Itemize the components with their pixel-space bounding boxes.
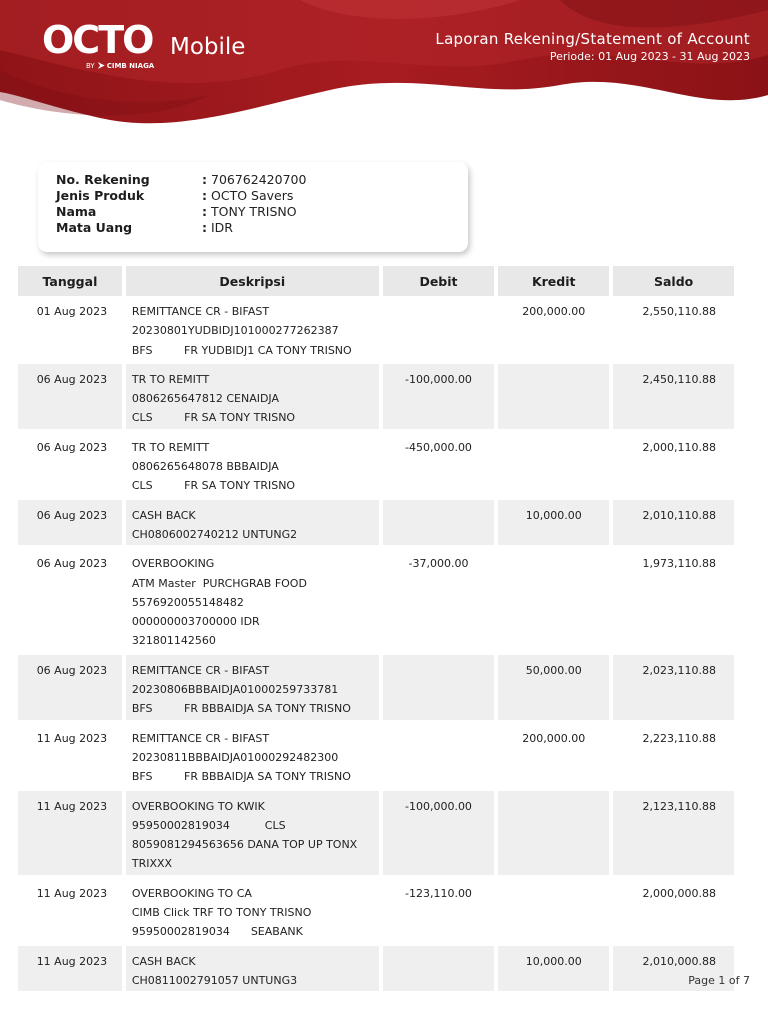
field-colon: : xyxy=(202,204,207,219)
logo-by-text: BY xyxy=(86,62,95,70)
description-cell: OVERBOOKING TO KWIK 95950002819034 CLS 8059081294563656 DANA TOP UP TONX TRIXXX xyxy=(126,791,379,875)
field-label: Mata Uang xyxy=(56,220,133,235)
field-label: No. Rekening xyxy=(56,172,150,187)
statement-period: Periode: 01 Aug 2023 - 31 Aug 2023 xyxy=(549,50,750,63)
debit-cell xyxy=(383,946,495,992)
table-row xyxy=(18,791,734,875)
header-tanggal: Tanggal xyxy=(18,266,122,296)
field-value: OCTO Savers xyxy=(211,188,294,203)
page-number: Page 1 of 7 xyxy=(688,974,750,987)
saldo-cell: 2,023,110.88 xyxy=(613,655,734,720)
debit-cell: -123,110.00 xyxy=(404,886,472,900)
description-cell: REMITTANCE CR - BIFAST 20230811BBBAIDJA01000292482300 BFS FR BBBAIDJA SA TONY TRISNO xyxy=(131,731,351,784)
table-row xyxy=(18,655,734,720)
date-cell: 01 Aug 2023 xyxy=(36,305,108,318)
logo-by-line xyxy=(86,62,154,70)
saldo-cell: 2,450,110.88 xyxy=(613,364,734,429)
description-cell: OVERBOOKING ATM Master PURCHGRAB FOOD 5576920055148482 000000003700000 IDR 321801142560 xyxy=(131,557,307,648)
debit-cell xyxy=(383,723,495,788)
saldo-cell: 2,223,110.88 xyxy=(642,731,716,745)
octo-mobile-logo xyxy=(42,18,272,78)
saldo-cell: 2,550,110.88 xyxy=(642,305,716,318)
header-saldo: Saldo xyxy=(613,266,734,296)
field-value: IDR xyxy=(211,220,233,235)
saldo-cell: 2,000,000.88 xyxy=(642,886,716,900)
kredit-cell: 10,000.00 xyxy=(498,500,609,546)
kredit-cell xyxy=(498,878,609,943)
field-colon: : xyxy=(202,172,207,187)
saldo-cell: 2,010,000.88 xyxy=(613,946,734,992)
table-row xyxy=(18,878,734,943)
description-cell: CASH BACK CH0811002791057 UNTUNG3 xyxy=(126,946,379,992)
kredit-cell xyxy=(498,364,609,429)
field-label: Jenis Produk xyxy=(56,188,145,203)
header-kredit: Kredit xyxy=(498,266,609,296)
date-cell: 06 Aug 2023 xyxy=(18,655,122,720)
logo-octo-text: OCTO xyxy=(42,18,153,62)
table-row xyxy=(18,296,734,361)
debit-cell xyxy=(383,655,495,720)
description-cell: CASH BACK CH0806002740212 UNTUNG2 xyxy=(126,500,379,546)
debit-cell: -100,000.00 xyxy=(383,791,495,875)
saldo-cell: 2,010,110.88 xyxy=(613,500,734,546)
statement-title: Laporan Rekening/Statement of Account xyxy=(435,30,750,48)
saldo-cell: 2,123,110.88 xyxy=(613,791,734,875)
field-colon: : xyxy=(202,220,207,235)
saldo-cell: 2,000,110.88 xyxy=(642,440,716,454)
date-cell: 11 Aug 2023 xyxy=(36,886,108,900)
field-colon: : xyxy=(202,188,207,203)
kredit-cell: 10,000.00 xyxy=(498,946,609,992)
kredit-cell: 200,000.00 xyxy=(522,305,586,318)
debit-cell xyxy=(383,296,495,361)
kredit-cell: 200,000.00 xyxy=(522,731,586,745)
kredit-cell xyxy=(498,432,609,497)
description-cell: REMITTANCE CR - BIFAST 20230801YUDBIDJ101000277262387 BFS FR YUDBIDJ1 CA TONY TRISNO xyxy=(131,305,352,357)
table-row xyxy=(18,946,734,992)
field-value: TONY TRISNO xyxy=(211,204,297,219)
debit-cell: -37,000.00 xyxy=(408,557,469,571)
table-row xyxy=(18,500,734,546)
kredit-cell xyxy=(498,791,609,875)
table-row xyxy=(18,432,734,497)
table-row xyxy=(18,723,734,788)
description-cell: TR TO REMITT 0806265647812 CENAIDJA CLS FR SA TONY TRISNO xyxy=(126,364,379,429)
transaction-table xyxy=(14,266,738,991)
date-cell: 06 Aug 2023 xyxy=(36,440,108,454)
table-header-row xyxy=(18,266,734,296)
kredit-cell: 50,000.00 xyxy=(498,655,609,720)
field-value: 706762420700 xyxy=(211,172,307,187)
saldo-cell: 1,973,110.88 xyxy=(642,557,716,571)
cimb-mark-icon xyxy=(98,62,105,69)
date-cell: 06 Aug 2023 xyxy=(36,557,108,571)
date-cell: 06 Aug 2023 xyxy=(18,364,122,429)
header-debit: Debit xyxy=(383,266,495,296)
date-cell: 11 Aug 2023 xyxy=(18,791,122,875)
logo-bank-text: CIMB NIAGA xyxy=(106,62,155,70)
description-cell: TR TO REMITT 0806265648078 BBBAIDJA CLS FR SA TONY TRISNO xyxy=(131,440,296,493)
debit-cell xyxy=(383,500,495,546)
account-info-card xyxy=(38,162,468,252)
description-cell: REMITTANCE CR - BIFAST 20230806BBBAIDJA01000259733781 BFS FR BBBAIDJA SA TONY TRISNO xyxy=(126,655,379,720)
transaction-rows xyxy=(18,296,734,991)
debit-cell: -450,000.00 xyxy=(404,440,472,454)
date-cell: 11 Aug 2023 xyxy=(36,731,108,745)
table-row xyxy=(18,548,734,652)
date-cell: 06 Aug 2023 xyxy=(18,500,122,546)
kredit-cell xyxy=(498,548,609,652)
date-cell: 11 Aug 2023 xyxy=(18,946,122,992)
header-deskripsi: Deskripsi xyxy=(126,266,379,296)
logo-mobile-text: Mobile xyxy=(170,34,246,60)
description-cell: OVERBOOKING TO CA CIMB Click TRF TO TONY TRISNO 95950002819034 SEABANK xyxy=(131,886,312,939)
debit-cell: -100,000.00 xyxy=(383,364,495,429)
field-label: Nama xyxy=(56,204,97,219)
table-row xyxy=(18,364,734,429)
